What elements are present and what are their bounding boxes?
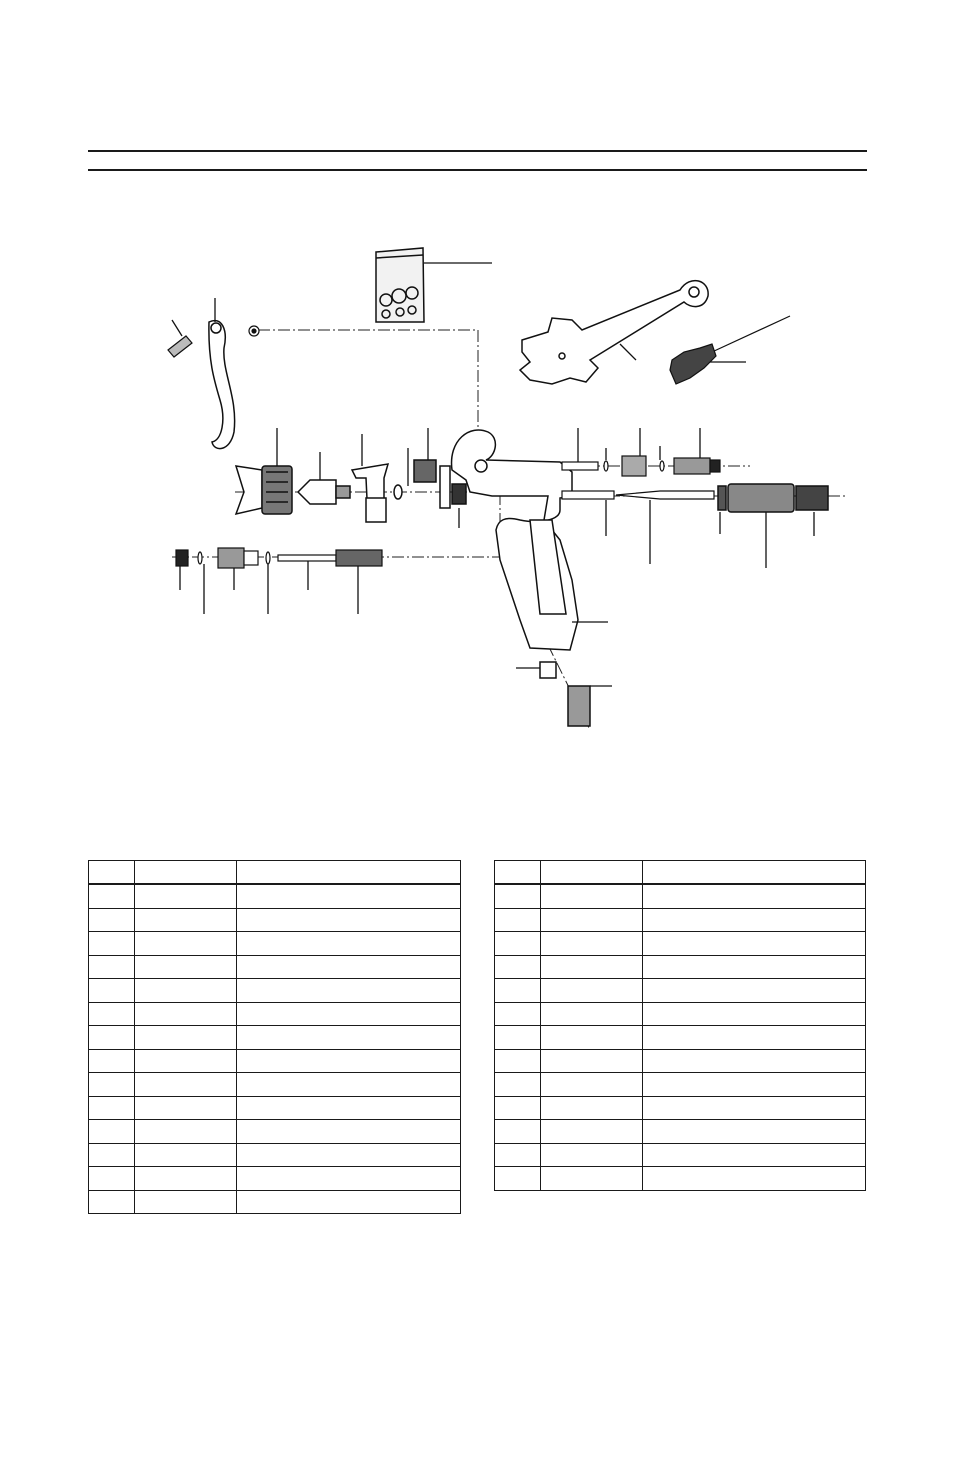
gun-body xyxy=(452,430,578,650)
table-cell xyxy=(541,932,643,956)
air-valve-parts xyxy=(562,456,720,476)
column-header xyxy=(237,861,461,885)
table-cell xyxy=(135,1049,237,1073)
table-cell xyxy=(495,1167,541,1191)
table-cell xyxy=(541,1143,643,1167)
table-cell xyxy=(643,1120,866,1144)
table-cell xyxy=(89,1190,135,1214)
table-cell xyxy=(89,932,135,956)
table-cell xyxy=(237,908,461,932)
table-cell xyxy=(643,1167,866,1191)
table-cell xyxy=(135,1073,237,1097)
table-row xyxy=(89,1096,461,1120)
table-row xyxy=(495,1096,866,1120)
table-cell xyxy=(541,955,643,979)
table-cell xyxy=(237,1190,461,1214)
table-cell xyxy=(495,884,541,908)
parts-table-right xyxy=(494,860,866,1191)
table-cell xyxy=(643,1026,866,1050)
table-cell xyxy=(643,1143,866,1167)
table-cell xyxy=(495,1002,541,1026)
table-cell xyxy=(495,1096,541,1120)
table-row xyxy=(495,884,866,908)
table-cell xyxy=(135,908,237,932)
table-cell xyxy=(135,1167,237,1191)
table-cell xyxy=(135,1026,237,1050)
parts-table-left xyxy=(88,860,461,1214)
hook-pin xyxy=(168,336,192,357)
table-cell xyxy=(495,908,541,932)
table-cell xyxy=(89,1073,135,1097)
table-row xyxy=(495,1120,866,1144)
table-row xyxy=(89,1190,461,1214)
table-cell xyxy=(89,1026,135,1050)
table-row xyxy=(89,1073,461,1097)
table-cell xyxy=(495,1120,541,1144)
air-inlet-parts xyxy=(540,662,590,726)
table-cell xyxy=(237,932,461,956)
table-header-row xyxy=(495,861,866,885)
spreader-valve-parts xyxy=(176,548,382,568)
table-cell xyxy=(541,1120,643,1144)
table-cell xyxy=(495,1026,541,1050)
table-cell xyxy=(495,1143,541,1167)
table-cell xyxy=(643,979,866,1003)
table-cell xyxy=(237,979,461,1003)
table-cell xyxy=(541,1049,643,1073)
table-cell xyxy=(89,908,135,932)
table-cell xyxy=(541,1002,643,1026)
table-header-row xyxy=(89,861,461,885)
table-cell xyxy=(89,1096,135,1120)
table-cell xyxy=(237,1073,461,1097)
table-row xyxy=(495,1143,866,1167)
column-header xyxy=(89,861,135,885)
table-row xyxy=(495,1026,866,1050)
air-cap-ring xyxy=(236,466,292,514)
table-cell xyxy=(89,1143,135,1167)
cleaning-brush xyxy=(670,316,790,384)
table-cell xyxy=(135,979,237,1003)
fluid-inlet-body xyxy=(352,464,402,522)
table-cell xyxy=(541,979,643,1003)
table-cell xyxy=(237,1143,461,1167)
column-header xyxy=(135,861,237,885)
table-cell xyxy=(541,1167,643,1191)
table-cell xyxy=(89,955,135,979)
table-cell xyxy=(89,1167,135,1191)
table-cell xyxy=(643,1002,866,1026)
table-cell xyxy=(237,884,461,908)
repair-kit-bag xyxy=(376,248,424,322)
table-row xyxy=(89,1026,461,1050)
table-row xyxy=(495,1049,866,1073)
table-cell xyxy=(237,1049,461,1073)
table-cell xyxy=(643,1073,866,1097)
fluid-adjust-knob xyxy=(718,484,828,512)
table-cell xyxy=(495,1049,541,1073)
table-row xyxy=(89,955,461,979)
table-cell xyxy=(89,1002,135,1026)
table-cell xyxy=(89,1049,135,1073)
table-cell xyxy=(135,1143,237,1167)
table-cell xyxy=(495,979,541,1003)
table-cell xyxy=(541,908,643,932)
hanger-hook xyxy=(209,321,235,449)
table-row xyxy=(89,979,461,1003)
table-cell xyxy=(643,955,866,979)
table-row xyxy=(495,1073,866,1097)
column-header xyxy=(643,861,866,885)
table-cell xyxy=(135,955,237,979)
table-cell xyxy=(495,1073,541,1097)
table-row xyxy=(495,932,866,956)
table-row xyxy=(89,1049,461,1073)
table-row xyxy=(89,932,461,956)
table-row xyxy=(89,1167,461,1191)
table-cell xyxy=(643,908,866,932)
table-row xyxy=(495,955,866,979)
table-cell xyxy=(237,1026,461,1050)
table-cell xyxy=(643,1049,866,1073)
table-row xyxy=(89,1120,461,1144)
table-cell xyxy=(89,1120,135,1144)
table-cell xyxy=(135,1120,237,1144)
table-cell xyxy=(135,884,237,908)
table-cell xyxy=(89,979,135,1003)
hook-nut xyxy=(249,326,259,336)
table-cell xyxy=(541,1096,643,1120)
table-cell xyxy=(495,955,541,979)
column-header xyxy=(541,861,643,885)
table-cell xyxy=(643,1096,866,1120)
table-row xyxy=(495,908,866,932)
table-cell xyxy=(237,955,461,979)
table-row xyxy=(89,1002,461,1026)
table-row xyxy=(495,979,866,1003)
table-row xyxy=(89,908,461,932)
table-row xyxy=(495,1167,866,1191)
table-cell xyxy=(541,1073,643,1097)
table-cell xyxy=(237,1002,461,1026)
table-cell xyxy=(237,1096,461,1120)
column-header xyxy=(495,861,541,885)
table-cell xyxy=(643,884,866,908)
fluid-needle xyxy=(562,491,714,499)
table-cell xyxy=(135,932,237,956)
table-cell xyxy=(541,884,643,908)
table-cell xyxy=(135,1190,237,1214)
table-cell xyxy=(643,932,866,956)
table-cell xyxy=(135,1002,237,1026)
table-cell xyxy=(495,932,541,956)
table-cell xyxy=(89,884,135,908)
table-cell xyxy=(237,1167,461,1191)
table-row xyxy=(89,884,461,908)
table-cell xyxy=(135,1096,237,1120)
table-row xyxy=(89,1143,461,1167)
table-row xyxy=(495,1002,866,1026)
table-cell xyxy=(541,1026,643,1050)
fluid-nozzle xyxy=(298,480,350,504)
table-cell xyxy=(237,1120,461,1144)
